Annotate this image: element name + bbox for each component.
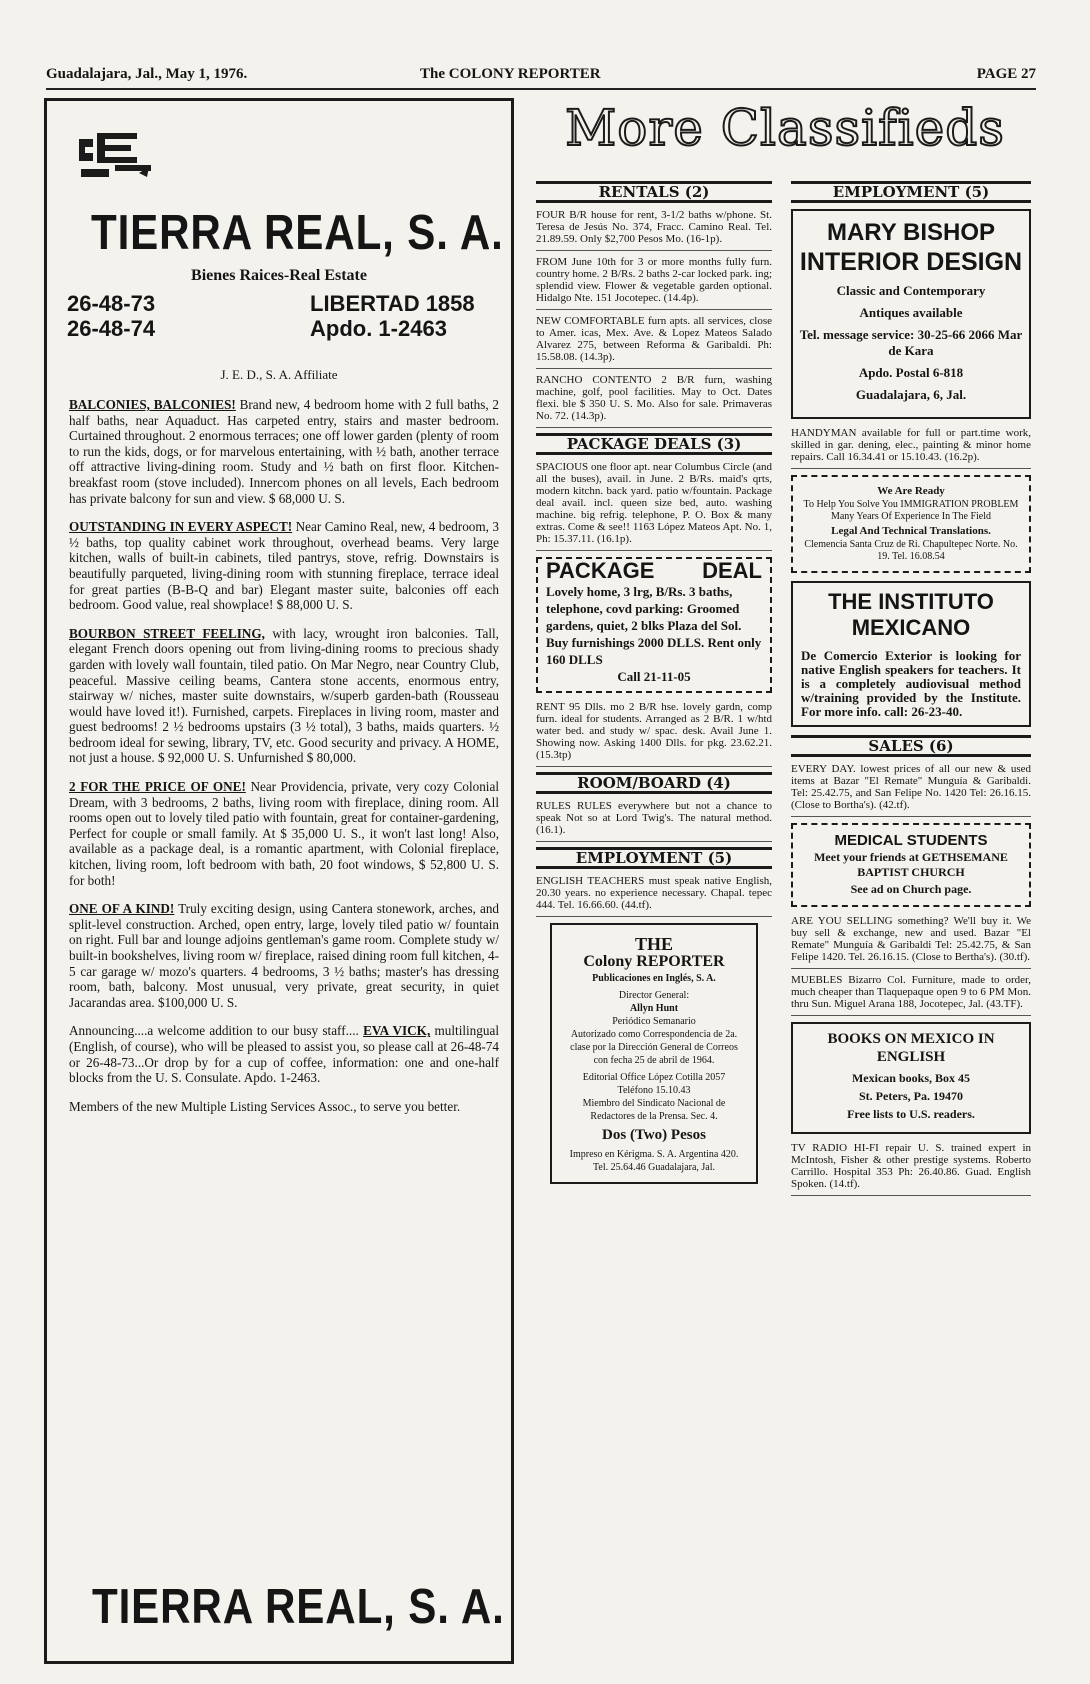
mary-bishop-antiques: Antiques available	[859, 305, 963, 320]
masthead-the: THE	[634, 934, 673, 954]
instituto-mexicano-ad	[791, 581, 1031, 727]
ad-title: TIERRA REAL, S. A.	[91, 206, 504, 260]
masthead-union: Miembro del Sindicato Nacional de Redactores de la Prensa. Sec. 4.	[582, 1098, 726, 1122]
ad-address-line-2: Apdo. 1-2463	[310, 316, 447, 341]
masthead-printer: Impreso en Kérigma. S. A. Argentina 420. Tel. 25.64.46 Guadalajara, Jal.	[569, 1149, 739, 1173]
members-note: Members of the new Multiple Listing Services Assoc., to serve you better.	[69, 1098, 461, 1114]
staff-name: EVA VICK,	[363, 1023, 431, 1039]
rental-ad-4: RANCHO CONTENTO 2 B/R furn, washing machine, golf, pool facilities. May to Oct. Dates flexi. ble $ 350 U. S. Mo. Also for sale. Primaveras No. 72. (14.3p).	[536, 374, 772, 428]
ad-phone-1: 26-48-73	[67, 291, 156, 316]
immigration-ad-text: To Help You Solve You IMMIGRATION PROBLEM Many Years Of Experience In The Field	[803, 499, 1019, 522]
masthead-office: Editorial Office López Cotilla 2057	[582, 1072, 726, 1083]
instituto-mexicano-text: De Comercio Exterior is looking for native English speakers for teachers. It is a completely audiovisual method w/training provided by the Institute. For more info. call: 26-23-40.	[801, 648, 1021, 719]
tierra-real-ad	[44, 98, 514, 1664]
sales-heading: SALES (6)	[791, 735, 1031, 757]
header-rule	[46, 88, 1036, 90]
ad-address-line-1: LIBERTAD 1858	[310, 291, 475, 316]
staff-announcement-text: multilingual (English, of course), who will be pleased to assist you, so please call at 26-48-74 or 26-48-73...Or drop by for a cup of coffee, information: one and one-half blocks from the U. S. Consulate. Apdo. 1-2463.	[69, 1023, 499, 1086]
books-lists: Free lists to U.S. readers.	[847, 1107, 975, 1121]
medical-students-see: See ad on Church page.	[850, 882, 972, 896]
ad-affiliate: J. E. D., S. A. Affiliate	[220, 367, 338, 382]
staff-announcement-pre: Announcing....a welcome addition to our busy staff....	[69, 1023, 364, 1039]
mary-bishop-business: INTERIOR DESIGN	[799, 248, 1023, 276]
medical-students-text: Meet your friends at GETHSEMANE BAPTIST CHURCH	[814, 850, 1008, 879]
handyman-ad: HANDYMAN available for full or part.time work, skilled in gar. dening, elec., painting & minor home repairs. Call 16.34.41 or 15.10.43. (16.2p).	[791, 427, 1031, 469]
ad-phone-2: 26-48-74	[67, 316, 156, 341]
mary-bishop-contact: Tel. message service: 30-25-66 2066 Mar de Kara	[799, 327, 1023, 358]
masthead-director-name: Allyn Hunt	[629, 1003, 679, 1014]
employment-ad-1: ENGLISH TEACHERS must speak native English, 20.30 years. no experience necessary. Chapal. tepec 444. Tel. 16.66.60. (44.tf).	[536, 875, 772, 917]
sales-ad-1: EVERY DAY. lowest prices of all our new & used items at Bazar "El Remate" Munguía & Garibaldi. Tel: 25.42.75, and San Felipe No. 1420 Tel: 26.16.15. (Close to Bortha's). (42.tf).	[791, 763, 1031, 817]
header-dateline: Guadalajara, Jal., May 1, 1976.	[46, 66, 248, 82]
masthead-authorization: Autorizado como Correspondencia de 2a. clase por la Dirección General de Correos con fecha 25 de abril de 1964.	[570, 1029, 738, 1066]
package-ad-1: SPACIOUS one floor apt. near Columbus Circle (and all the buses), avail. in June. 2 B/Rs. maid's qrts, modern kitchn. back yard. patio w/fountain. Package deal avail. incl. queen size bed, auto. washing machine. big refrig. telephone, P. O. Box & many extras. Come & see!! 1163 López Mateos Apt. No. 1, Ph: 15.37.11. (16.1p).	[536, 461, 772, 551]
listing-3	[69, 626, 499, 766]
listing-1	[69, 397, 499, 506]
room-board-heading: ROOM/BOARD (4)	[536, 772, 772, 794]
classifieds-column-2	[791, 178, 1031, 1201]
package-deals-heading: PACKAGE DEALS (3)	[536, 433, 772, 455]
package-deal-title-word-2: DEAL	[702, 558, 762, 583]
listing-1-head: BALCONIES, BALCONIES!	[69, 397, 236, 412]
listing-4-head: 2 FOR THE PRICE OF ONE!	[69, 779, 246, 795]
medical-students-title: MEDICAL STUDENTS	[834, 832, 988, 849]
listing-2-head: OUTSTANDING IN EVERY ASPECT!	[69, 519, 293, 535]
rental-ad-2: FROM June 10th for 3 or more months fully furn. country home. 2 B/Rs. 2 baths 2-car locked park. ing; splendid view. Flower & vegetable garden optional. Hidalgo Nte. 151 Jocotepec. (14.4p).	[536, 256, 772, 310]
page-header	[46, 66, 1036, 86]
package-ad-2: RENT 95 Dlls. mo 2 B/R hse. lovely gardn, comp furn. ideal for students. Arranged as 2 B/R. 1 w/htd water bed. and study w/ spac. desk. Avail June 1. Showing now. Asking 1400 Dlls. for pkg. 23.62.21. (15.3tp)	[536, 701, 772, 767]
employment-heading-right: EMPLOYMENT (5)	[791, 181, 1031, 203]
books-box: Mexican books, Box 45	[851, 1071, 970, 1085]
immigration-ad-translations: Legal And Technical Translations.	[831, 525, 991, 537]
books-on-mexico-ad	[791, 1022, 1031, 1134]
rentals-heading: RENTALS (2)	[536, 181, 772, 203]
immigration-ad-heading: We Are Ready	[877, 485, 945, 497]
listing-3-head: BOURBON STREET FEELING,	[69, 625, 265, 641]
masthead-price: Dos (Two) Pesos	[602, 1127, 706, 1143]
mary-bishop-name: MARY BISHOP	[826, 219, 996, 246]
masthead-director-label: Director General:	[618, 990, 690, 1001]
mary-bishop-po-box: Apdo. Postal 6-818	[858, 365, 964, 380]
tv-radio-repair-ad: TV RADIO HI-FI repair U. S. trained expert in McIntosh, Fisher & other prestige systems. Roberto Carrillo. Hospital 353 Ph: 26.40.86. Guad. English Spoken. (14.tf).	[791, 1142, 1031, 1196]
mary-bishop-style: Classic and Contemporary	[836, 283, 986, 298]
listing-3-text: with lacy, wrought iron balconies. Tall, elegant French doors opening out from living-dining rooms to precious shady garden with lovely wall fountain, tiled patio. On Mar Negro, near Country Club, peaceful. Massive ceiling beams, Cantera stone accents, enormous entry, stairway w/ niches, master suite downstairs, w/superb garden-bath (Rousseau would have loved it!). Furnished, carpets. Fireplaces in living room, master and guest bedrooms! 2 ½ bedrooms upstairs (3 ½ total), 3 baths, maids quarters. ½ bedroom ideal for sewing, library, TV, etc. Good security and privacy. A HOME, not just a house. $ 92,000 U. S. Unfurnished $ 80,000.	[69, 625, 499, 766]
listing-4-text: Near Providencia, private, very cozy Colonial Dream, with 3 bedrooms, 2 baths, living room with fireplace, dining room. All rooms open out to lovely tiled patio with fountain, great for container-gardening, Perfect for couple or small family. At $ 35,000 U. S., it won't last long! Also, available as a package deal, is a romantic apartment, with Colonial fireplace, kitchen, living room, loft bedroom with bath, 20 foot windows, $ 52,800 U. S. for both!	[69, 779, 499, 888]
masthead-frequency: Periódico Semanario	[612, 1016, 696, 1027]
mary-bishop-ad	[791, 209, 1031, 419]
mary-bishop-city: Guadalajara, 6, Jal.	[855, 387, 967, 402]
sales-ad-2: ARE YOU SELLING something? We'll buy it. We buy sell & exchange, new and used. Bazar "El Remate" Munguía & Garibaldi Tel: 25.42.75, & San Felipe 1420. Tel. 26.16.15. (Close to Bertha's). (30.tf).	[791, 915, 1031, 969]
package-deal-title-word-1: PACKAGE	[546, 558, 655, 583]
masthead-phone: Teléfono 15.10.43	[617, 1085, 691, 1096]
rental-ad-1: FOUR B/R house for rent, 3-1/2 baths w/phone. St. Teresa de Jesús No. 374, Fracc. Camino Real. Tel. 21.89.59. Only $2,700 Pesos Mo. (16-1p).	[536, 209, 772, 251]
employment-heading-left: EMPLOYMENT (5)	[536, 847, 772, 869]
staff-announcement	[69, 1023, 499, 1085]
header-paper-name: The COLONY REPORTER	[420, 66, 601, 82]
immigration-ad	[791, 475, 1031, 573]
masthead-name: Colony REPORTER	[583, 953, 725, 970]
immigration-ad-contact: Clemencia Santa Cruz de Ri. Chapultepec Norte. No. 19. Tel. 16.08.54	[804, 539, 1018, 562]
listing-2	[69, 519, 499, 613]
package-deal-box	[536, 557, 772, 693]
package-deal-box-call: Call 21-11-05	[617, 669, 691, 684]
listing-5-head: ONE OF A KIND!	[69, 901, 175, 917]
ad-listings	[69, 397, 499, 1127]
listing-5-text: Truly exciting design, using Cantera stonework, arches, and split-level construction. Arched, open entry, large, lovely tiled patio w/ fountain on right. Full bar and lounge adjoins gentleman's game room. Complete study w/ built-in bookshelves, living room w/ fireplace, raised dining room full kitchen, 4-5 car garage w/ mozo's quarters. 4 bedrooms, 3 ½ baths; master's has dressing room, bath, balcony. Most unusual, very private, great security, in quiet Jacarandas area. $100,000 U. S.	[69, 901, 500, 1010]
package-deal-box-title	[546, 558, 762, 583]
listing-5	[69, 901, 499, 1010]
classifieds-title: More Classifieds	[565, 99, 1005, 157]
ad-phones	[67, 291, 155, 341]
masthead-publisher: Publicaciones en Inglés, S. A.	[592, 973, 716, 984]
header-page-number: PAGE 27	[976, 66, 1036, 82]
listing-1-text: Brand new, 4 bedroom home with 2 full baths, 2 half baths, near Aquaduct. Has carpeted entry, stairs and master bedroom. Curtained throughout. 2 enormous terraces; one off lower garden (plenty of room to run the kids, dogs, or for marvelous entertaining, with ½ bath, another terrace off attractive living-dining room. Study and ½ bath on first floor. Kitchen-breakfast room (stove included). Innercom phones on all levels, Each bedroom has private balcony for sun and view. $ 68,000 U. S.	[69, 397, 499, 506]
rental-ad-3: NEW COMFORTABLE furn apts. all services, close to Amer. icas, Mex. Ave. & Lopez Mateos Salado Alvarez 275, between Reforma & Garibaldi. Ph: 15.58.08. (14.3p).	[536, 315, 772, 369]
masthead-box	[550, 923, 758, 1184]
ad-address	[310, 291, 475, 341]
room-board-ad-1: RULES RULES everywhere but not a chance to speak Not so at Lord Twig's. The natural method. (16.1).	[536, 800, 772, 842]
instituto-mexicano-title: THE INSTITUTO MEXICANO	[828, 589, 994, 640]
listing-4	[69, 779, 499, 888]
ad-title-footer: TIERRA REAL, S. A.	[92, 1580, 505, 1634]
listing-2-text: Near Camino Real, new, 4 bedroom, 3 ½ baths, top quality cabinet work throughout, overhead beams. Very large kitchen, walls of built-in cabinets, tiled pantrys, stove, refrig. Downstairs is beautifully parqueted, living-dining room with stunning fireplace, terrace ideal for great parties (B-B-Q and bar) Elegant master suite, balconies off each bedroom. Good value, real showplace! $ 88,000 U. S.	[69, 519, 499, 613]
ad-subtitle: Bienes Raices-Real Estate	[191, 267, 367, 284]
classifieds-column-1	[536, 178, 772, 1190]
books-title: BOOKS ON MEXICO IN ENGLISH	[827, 1031, 995, 1065]
company-logo-icon	[75, 129, 155, 185]
package-deal-box-text: Lovely home, 3 lrg, B/Rs. 3 baths, telephone, covd parking: Groomed gardens, quiet, 2 blks Plaza del Sol. Buy furnishings 2000 DLLS. Rent only 160 DLLS	[546, 584, 762, 667]
sales-ad-3: MUEBLES Bizarro Col. Furniture, made to order, much cheaper than Tlaquepaque open 9 to 6 PM Mon. thru Sun. Miguel Arana 188, Jocotepec, Jal. (43.TF).	[791, 974, 1031, 1016]
books-city: St. Peters, Pa. 19470	[859, 1089, 963, 1103]
medical-students-ad	[791, 823, 1031, 907]
